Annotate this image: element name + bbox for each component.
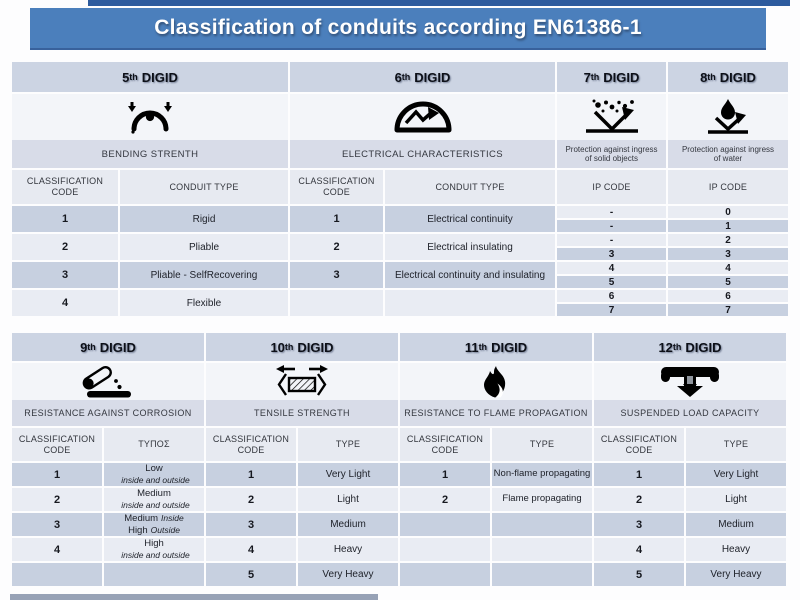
type-cell: Non-flame propagating: [492, 463, 592, 486]
type-header: TYPE: [686, 428, 786, 461]
classification-code-cell: 4: [12, 538, 102, 561]
tensile-strength-icon: [273, 364, 331, 399]
top-table: [12, 62, 788, 318]
flame-icon-cell: [400, 363, 592, 400]
conduit-type-cell: Pliable: [120, 234, 288, 260]
classification-code-cell: [290, 290, 383, 316]
ip-code-header: IP CODE: [557, 170, 666, 204]
digid-9-header: 9 th DIGID: [12, 333, 204, 361]
ip-code-cell: 5: [557, 276, 666, 288]
bottom-table: [12, 333, 788, 588]
classification-code-cell: 1: [206, 463, 296, 486]
classification-code-cell: 2: [12, 234, 118, 260]
type-cell: Medium: [686, 513, 786, 536]
electrical-icon-cell: [290, 94, 555, 140]
conduit-type-header: CONDUIT TYPE: [120, 170, 288, 204]
classification-code-cell: 2: [290, 234, 383, 260]
ip-code-cell: -: [557, 234, 666, 246]
classification-code-cell: 1: [12, 206, 118, 232]
type-cell: [492, 513, 592, 536]
classification-code-cell: 2: [594, 488, 684, 511]
classification-code-header: CLASSIFICATION CODE: [290, 170, 383, 204]
table-row: [12, 206, 555, 232]
top-data-area: [12, 206, 788, 318]
classification-code-cell: [400, 538, 490, 561]
table-row: [12, 290, 555, 316]
classification-code-header: CLASSIFICATION CODE: [12, 170, 118, 204]
type-cell: [104, 563, 204, 586]
corrosion-icon-cell: [12, 363, 204, 400]
table-row: [12, 234, 555, 260]
bending-icon: [121, 100, 179, 134]
ip-code-cell: 0: [668, 206, 788, 218]
top-digid-header-row: [12, 62, 788, 92]
bottom-digid-header-row: [12, 333, 788, 361]
type-cell: Medium: [298, 513, 398, 536]
classification-code-cell: 3: [290, 262, 383, 288]
ip-code-cell: 4: [668, 262, 788, 274]
type-cell: Low inside and outside: [104, 463, 204, 486]
tensile-icon-cell: [206, 363, 398, 400]
type-cell: [492, 538, 592, 561]
ip-code-cell: 4: [557, 262, 666, 274]
type-header: ΤΥΠΟΣ: [104, 428, 204, 461]
ip-code-cell: 7: [557, 304, 666, 316]
type-cell: High inside and outside: [104, 538, 204, 561]
bottom-column-header-row: [12, 428, 788, 461]
solid-objects-icon-cell: [557, 94, 666, 140]
classification-code-cell: 3: [206, 513, 296, 536]
classification-code-cell: 4: [12, 290, 118, 316]
classification-code-cell: 3: [12, 262, 118, 288]
type-header: TYPE: [298, 428, 398, 461]
bottom-caption-row: [12, 400, 788, 426]
type-cell: [492, 563, 592, 586]
slide-top-edge-strip: [88, 0, 790, 6]
conduit-columns: [12, 206, 555, 318]
conduit-type-cell: Electrical continuity and insulating: [385, 262, 555, 288]
type-cell: Flame propagating: [492, 488, 592, 511]
classification-code-cell: [400, 563, 490, 586]
conduit-type-cell: Electrical insulating: [385, 234, 555, 260]
ip-code-cell: -: [557, 206, 666, 218]
page-title: Classification of conduits according EN61386-1: [154, 16, 642, 39]
classification-code-header: CLASSIFICATION CODE: [206, 428, 296, 461]
digid-12-header: 12 th DIGID: [594, 333, 786, 361]
solid-objects-ingress-icon: [581, 99, 643, 135]
electrical-characteristics-icon: [392, 101, 454, 133]
table-row: [12, 538, 788, 561]
classification-code-cell: 5: [594, 563, 684, 586]
conduit-type-cell: Electrical continuity: [385, 206, 555, 232]
corrosion-icon: [78, 365, 138, 399]
classification-code-cell: [12, 563, 102, 586]
digid-10-header: 10 th DIGID: [206, 333, 398, 361]
ip-code-column-7: [557, 206, 666, 318]
ip-code-header: IP CODE: [668, 170, 788, 204]
ip-code-cell: 6: [557, 290, 666, 302]
type-cell: Very Light: [686, 463, 786, 486]
slide-bottom-edge-strip: [10, 594, 378, 600]
ip-code-cell: 3: [557, 248, 666, 260]
classification-code-header: CLASSIFICATION CODE: [400, 428, 490, 461]
title-bar: [30, 8, 766, 50]
conduit-type-header: CONDUIT TYPE: [385, 170, 555, 204]
type-cell: Very Heavy: [298, 563, 398, 586]
table-row: [12, 262, 555, 288]
digid-5-header: 5 th DIGID: [12, 62, 288, 92]
conduit-type-cell: Flexible: [120, 290, 288, 316]
type-cell: Very Light: [298, 463, 398, 486]
top-column-header-row: [12, 170, 788, 204]
ip-code-cell: 2: [668, 234, 788, 246]
classification-code-cell: 2: [400, 488, 490, 511]
type-cell: Medium inside and outside: [104, 488, 204, 511]
type-cell: Heavy: [686, 538, 786, 561]
flame-caption: RESISTANCE TO FLAME PROPAGATION: [400, 400, 592, 426]
type-header: TYPE: [492, 428, 592, 461]
top-icon-row: [12, 94, 788, 140]
conduit-type-cell: [385, 290, 555, 316]
solid-objects-caption: Protection against ingress of solid objects: [557, 140, 666, 168]
digid-11-header: 11 th DIGID: [400, 333, 592, 361]
bottom-icon-row: [12, 363, 788, 400]
classification-code-cell: 1: [12, 463, 102, 486]
digid-6-header: 6 th DIGID: [290, 62, 555, 92]
conduit-type-cell: Rigid: [120, 206, 288, 232]
electrical-caption: ELECTRICAL CHARACTERISTICS: [290, 140, 555, 168]
type-cell: Light: [686, 488, 786, 511]
ip-code-cell: 1: [668, 220, 788, 232]
classification-code-cell: 4: [594, 538, 684, 561]
corrosion-caption: RESISTANCE AGAINST CORROSION: [12, 400, 204, 426]
classification-code-cell: 5: [206, 563, 296, 586]
tensile-caption: TENSILE STRENGTH: [206, 400, 398, 426]
classification-code-cell: 1: [290, 206, 383, 232]
classification-code-cell: 3: [594, 513, 684, 536]
ip-code-cell: -: [557, 220, 666, 232]
classification-code-cell: 1: [594, 463, 684, 486]
table-row: [12, 463, 788, 486]
classification-code-cell: 2: [12, 488, 102, 511]
ip-code-cell: 3: [668, 248, 788, 260]
type-cell: Heavy: [298, 538, 398, 561]
table-row: [12, 488, 788, 511]
type-cell: Light: [298, 488, 398, 511]
table-row: [12, 563, 788, 586]
type-cell: Medium Inside High Outside: [104, 513, 204, 536]
water-icon-cell: [668, 94, 788, 140]
bending-icon-cell: [12, 94, 288, 140]
classification-code-cell: 1: [400, 463, 490, 486]
water-ingress-icon: [701, 98, 755, 136]
classification-code-cell: 4: [206, 538, 296, 561]
suspended-load-icon: [660, 366, 720, 398]
classification-code-header: CLASSIFICATION CODE: [594, 428, 684, 461]
ip-code-column-8: [668, 206, 788, 318]
ip-code-cell: 5: [668, 276, 788, 288]
classification-code-header: CLASSIFICATION CODE: [12, 428, 102, 461]
suspended-load-icon-cell: [594, 363, 786, 400]
digid-7-header: 7 th DIGID: [557, 62, 666, 92]
suspended-load-caption: SUSPENDED LOAD CAPACITY: [594, 400, 786, 426]
conduit-type-cell: Pliable - SelfRecovering: [120, 262, 288, 288]
table-row: [12, 513, 788, 536]
classification-code-cell: 2: [206, 488, 296, 511]
classification-code-cell: 3: [12, 513, 102, 536]
digid-8-header: 8 th DIGID: [668, 62, 788, 92]
ip-code-cell: 7: [668, 304, 788, 316]
flame-icon: [481, 365, 511, 399]
type-cell: Very Heavy: [686, 563, 786, 586]
classification-code-cell: [400, 513, 490, 536]
water-caption: Protection against ingress of water: [668, 140, 788, 168]
top-caption-row: [12, 140, 788, 168]
bending-caption: BENDING STRENTH: [12, 140, 288, 168]
ip-code-cell: 6: [668, 290, 788, 302]
